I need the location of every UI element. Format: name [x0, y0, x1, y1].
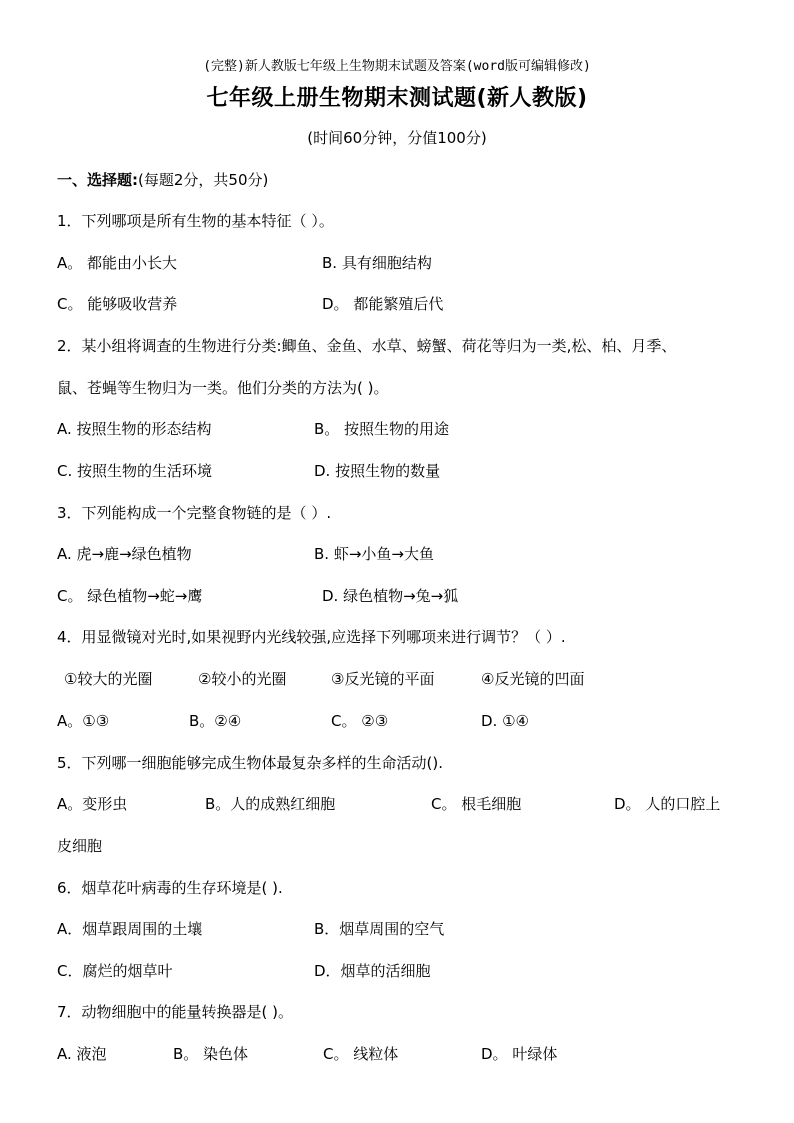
question-5-option-c: C。 根毛细胞 — [431, 795, 522, 813]
exam-subtitle: (时间60分钟，分值100分) — [307, 129, 487, 147]
section-label: 一、选择题: — [57, 171, 138, 189]
question-4-item-4: ④反光镜的凹面 — [481, 670, 585, 688]
question-5-stem: 5．下列哪一细胞能够完成生物体最复杂多样的生命活动(). — [57, 754, 444, 772]
question-1-option-c: C。 能够吸收营养 — [57, 295, 178, 313]
question-4-option-b: B。②④ — [189, 712, 242, 730]
question-1-stem: 1．下列哪项是所有生物的基本特征（ ）。 — [57, 212, 334, 230]
section-note: (每题2分，共50分) — [138, 171, 269, 189]
question-4-item-2: ②较小的光圈 — [198, 670, 287, 688]
question-1-option-a: A。 都能由小长大 — [57, 254, 178, 272]
question-7-option-a: A. 液泡 — [57, 1045, 107, 1063]
question-3-option-d: D. 绿色植物→兔→狐 — [322, 587, 459, 605]
question-2-option-a: A. 按照生物的形态结构 — [57, 420, 212, 438]
question-4-item-1: ①较大的光圈 — [64, 670, 153, 688]
section-heading — [57, 169, 268, 191]
question-2-stem-line-1: 2．某小组将调查的生物进行分类:鲫鱼、金鱼、水草、螃蟹、荷花等归为一类,松、柏、月季、 — [57, 337, 677, 355]
question-4-item-3: ③反光镜的平面 — [331, 670, 435, 688]
question-7-option-c: C。 线粒体 — [323, 1045, 399, 1063]
question-2-option-b: B。 按照生物的用途 — [314, 420, 450, 438]
question-6-option-b: B．烟草周围的空气 — [314, 920, 445, 938]
question-5-option-a: A。变形虫 — [57, 795, 128, 813]
question-4-option-c: C。 ②③ — [331, 712, 389, 730]
question-7-option-b: B。 染色体 — [173, 1045, 249, 1063]
question-1-option-d: D。 都能繁殖后代 — [322, 295, 444, 313]
question-5-option-d: D。 人的口腔上 — [614, 795, 721, 813]
question-7-stem: 7．动物细胞中的能量转换器是( )。 — [57, 1003, 294, 1021]
document-header-note: (完整)新人教版七年级上生物期末试题及答案(word版可编辑修改) — [203, 59, 591, 74]
question-6-option-a: A．烟草跟周围的土壤 — [57, 920, 203, 938]
question-2-stem-line-2: 鼠、苍蝇等生物归为一类。他们分类的方法为( )。 — [57, 379, 389, 397]
question-3-option-c: C。 绿色植物→蛇→鹰 — [57, 587, 203, 605]
question-3-option-a: A. 虎→鹿→绿色植物 — [57, 545, 192, 563]
question-6-stem: 6．烟草花叶病毒的生存环境是( ). — [57, 879, 283, 897]
question-6-option-d: D．烟草的活细胞 — [314, 962, 431, 980]
question-4-stem: 4．用显微镜对光时,如果视野内光线较强,应选择下列哪项来进行调节？（ ）. — [57, 628, 566, 646]
question-4-option-a: A。①③ — [57, 712, 110, 730]
question-5-continuation: 皮细胞 — [57, 837, 103, 855]
question-7-option-d: D。 叶绿体 — [481, 1045, 558, 1063]
question-1-option-b: B. 具有细胞结构 — [322, 254, 432, 272]
question-2-option-d: D. 按照生物的数量 — [314, 462, 441, 480]
question-4-option-d: D. ①④ — [481, 712, 529, 730]
question-3-stem: 3．下列能构成一个完整食物链的是（ ）. — [57, 504, 332, 522]
question-2-option-c: C. 按照生物的生活环境 — [57, 462, 213, 480]
exam-title: 七年级上册生物期末测试题(新人教版) — [206, 86, 588, 111]
question-3-option-b: B. 虾→小鱼→大鱼 — [314, 545, 434, 563]
question-5-option-b: B。人的成熟红细胞 — [205, 795, 336, 813]
question-6-option-c: C．腐烂的烟草叶 — [57, 962, 173, 980]
